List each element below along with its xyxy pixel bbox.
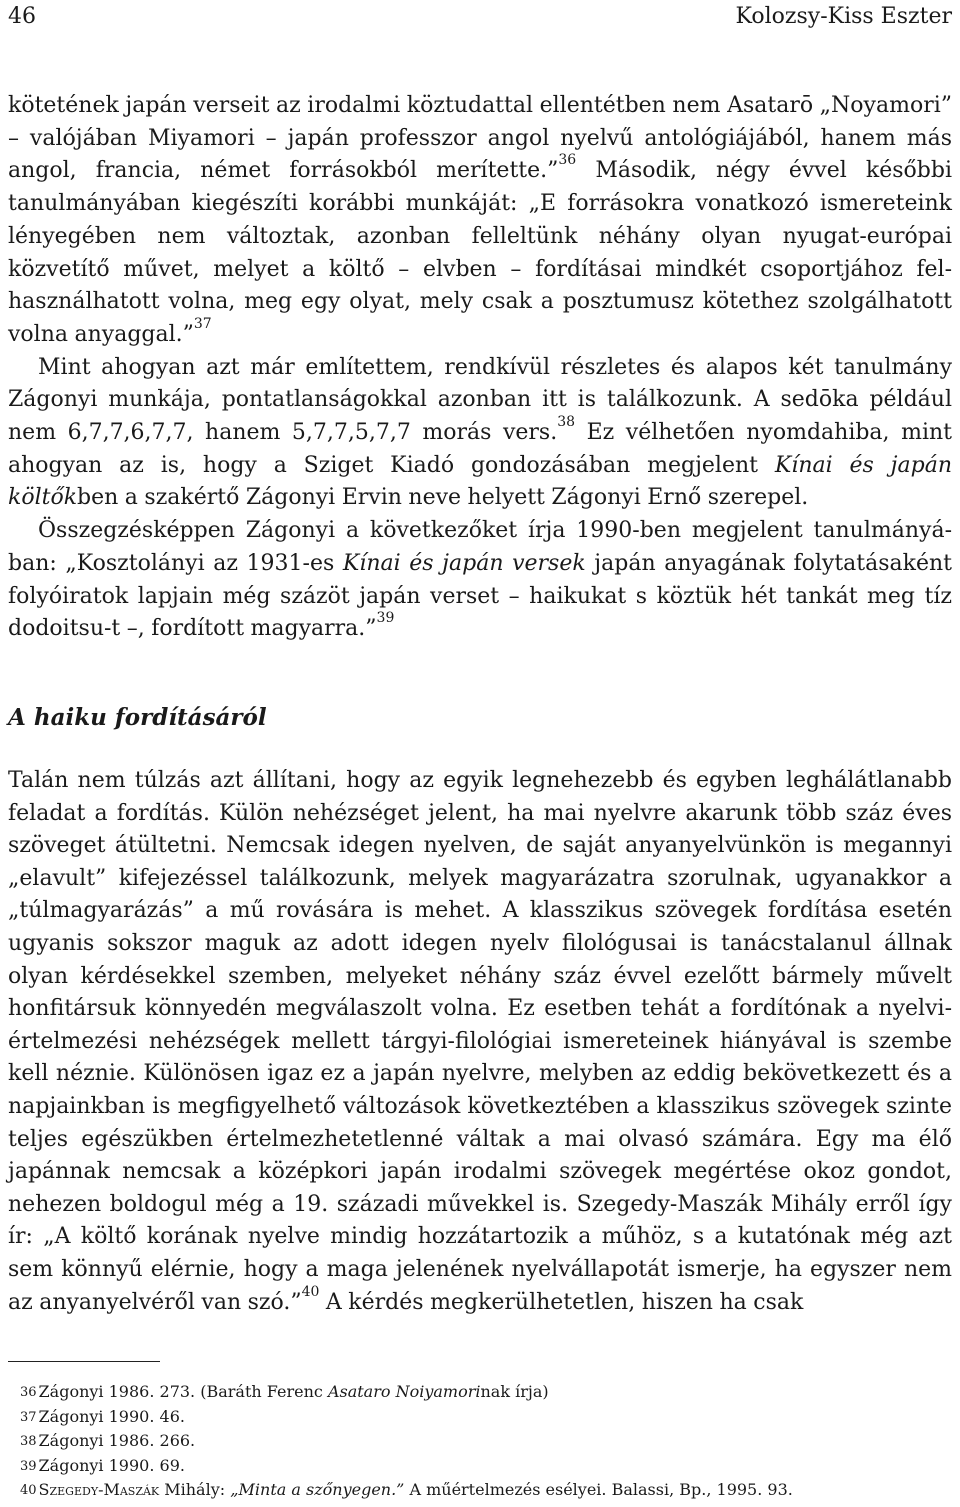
text-run: Második, négy évvel későbbi tanulmányában kiegészíti korábbi munkáját: „E forrásokra vonatkozó ismereteink lényegében nem változtak, azonban felleltünk néhány olyan nyugat-európai közvetítő művet, melyet a költő – elvben – fordításai mindkét csoportjához felhasználhatott volna, meg egy olyat, mely csak a posztumusz kötethez szolgálhatott volna anyaggal.”	[8, 158, 952, 347]
footnote-reference: 38	[557, 414, 576, 431]
italic-title: Kínai és japán versek	[342, 550, 586, 576]
body-text-section	[8, 765, 952, 1319]
footnote	[20, 1405, 950, 1430]
footnote-number: 37	[20, 1409, 37, 1425]
footnote-reference: 36	[558, 152, 577, 169]
running-head: Kolozsy-Kiss Eszter	[735, 4, 952, 29]
footnote	[20, 1478, 950, 1503]
footnote	[20, 1429, 950, 1454]
footnote	[20, 1380, 950, 1405]
footnote-number: 36	[20, 1385, 37, 1400]
section-title: A haiku fordításáról	[8, 704, 267, 731]
paragraph	[8, 515, 952, 646]
text-run: nak írja)	[480, 1382, 549, 1401]
page-header	[8, 4, 952, 34]
paragraph	[8, 765, 952, 1319]
text-run: Mint ahogyan azt már említettem, rendkívül részletes és alapos két tanulmány Zágonyi munkája, pontatlanságokkal azonban itt is találkozunk. A sedōka például nem 6,7,7,6,7,7, hanem 5,7,7,5,7,7 morás vers.	[8, 354, 952, 446]
text-run: Mihály:	[159, 1480, 231, 1499]
text-run: Zágonyi 1990. 46.	[38, 1406, 185, 1426]
footnote-reference: 39	[376, 610, 395, 627]
text-run: Zágonyi 1986. 273. (Baráth Ferenc	[38, 1382, 328, 1401]
italic-title: Asataro Noiyamori	[327, 1382, 481, 1401]
text-run: Zágonyi 1990. 69.	[38, 1455, 185, 1475]
footnote-reference: 40	[301, 1283, 320, 1300]
body-text	[8, 90, 952, 646]
text-run: ben a szakértő Zágonyi Ervin neve helyett Zágonyi Ernő szerepel.	[77, 485, 809, 511]
text-run: Összegzésképpen Zágonyi a következőket írja 1990-ben megjelent tanulmányában: „Kosztolányi az 1931-es	[8, 518, 952, 576]
text-run: japán anyagának folytatásaként folyóiratok lapjain még százöt japán verset – haikukat s köztük hét tankát meg tíz dodoitsu-t –, fordított magyarra.”	[8, 550, 952, 642]
paragraph	[8, 90, 952, 352]
footnote-number: 39	[20, 1458, 37, 1474]
italic-title: „Minta a szőnyegen.”	[230, 1480, 405, 1499]
text-run: Ez vélhetően nyomdahiba, mint ahogyan az is, hogy a Sziget Kiadó gondozásában megjelent	[8, 420, 952, 478]
text-run: kötetének japán verseit az irodalmi köztudattal ellentétben nem Asatarō „Noyamori” – valójában Miyamori – japán professzor angol nyelvű antológiájából, hanem más angol, francia, német forrásokból merítette.”	[8, 93, 952, 184]
italic-title: Kínai és japán költők	[8, 452, 952, 511]
footnotes	[20, 1380, 950, 1503]
footnote	[20, 1454, 950, 1479]
text-run: Talán nem túlzás azt állítani, hogy az egyik legnehezebb és egyben leghálátlanabb feladat a fordítás. Külön nehézséget jelent, ha mai nyelvre akarunk több száz éves szöveget átültetni. Nemcsak idegen nyelven, de saját anyanyelvünkön is megannyi „elavult” kifejezéssel találkozunk, melyek magyarázatra szorulnak, ugyanakkor a „túlmagyarázás” a mű rovására is mehet. A klasszikus szövegek fordítása esetén ugyanis sokszor maguk az adott idegen nyelv filológusai is tanácstalanul állnak olyan kérdésekkel szemben, melyeket néhány száz évvel ezelőtt bármely művelt honfitársuk könnyedén megválaszolt volna. Ez esetben tehát a fordítónak a nyelviértelmezési nehézségek mellett tárgyi-filológiai ismereteinek hiányával is szembe kell néznie. Különösen igaz ez a japán nyelvre, melyben az eddig bekövetkezett és a napjainkban is megfigyelhető változások következtében a klasszikus szövegek szinte teljes egészükben értelmezhetetlenné váltak a mai olvasó számára. Egy ma élő japánnak nemcsak a középkori japán irodalmi szövegek megértése okoz gondot, nehezen boldogul még a 19. századi művekkel is. Szegedy-Maszák Mihály erről így ír: „A költő korának nyelve mindig hozzátartozik a műhöz, s a kutatónak még azt sem könnyű elérnie, hogy a maga jelenének nyelvállapotát ismerje, ha egyszer nem az anyanyelvéről van szó.”	[8, 768, 952, 1315]
text-run: A műértelmezés esélyei. Balassi, Bp., 1995. 93.	[404, 1480, 793, 1499]
footnote-number: 38	[20, 1434, 37, 1449]
text-run: Zágonyi 1986. 266.	[38, 1431, 196, 1450]
text-run: A kérdés megkerülhetetlen, hiszen ha csak	[319, 1289, 804, 1315]
footnote-reference: 37	[193, 315, 212, 332]
footnote-number: 40	[20, 1483, 37, 1498]
paragraph	[8, 352, 952, 516]
footnote-divider	[8, 1361, 160, 1362]
page-number: 46	[8, 4, 36, 29]
author-name: Szegedy-Maszák	[38, 1480, 160, 1499]
